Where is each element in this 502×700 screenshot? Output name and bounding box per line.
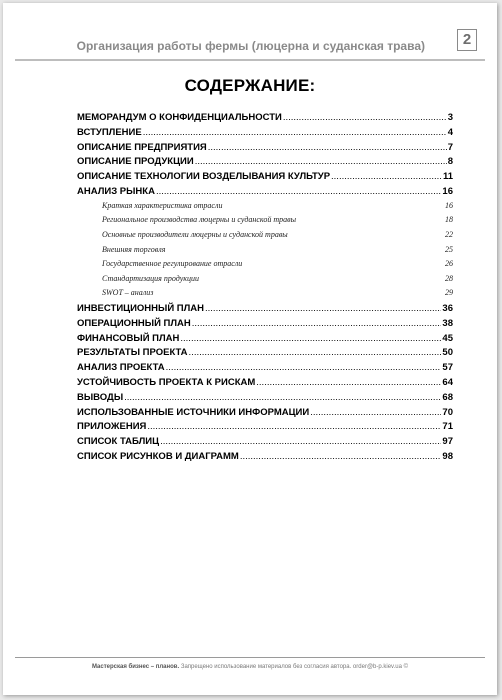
toc-subentry[interactable] bbox=[77, 215, 453, 230]
toc-subentry[interactable] bbox=[77, 274, 453, 289]
toc-entry[interactable] bbox=[77, 362, 453, 377]
toc-leader-dots bbox=[124, 392, 441, 403]
page-header bbox=[15, 29, 485, 61]
toc-subentry-page: 16 bbox=[445, 200, 453, 210]
toc-entry-label: ОПЕРАЦИОННЫЙ ПЛАН bbox=[77, 317, 191, 329]
toc-subentry-page: 29 bbox=[445, 288, 453, 298]
toc-leader-dots bbox=[143, 127, 447, 138]
toc-entry-label: ВЫВОДЫ bbox=[77, 391, 124, 403]
toc-entry[interactable] bbox=[77, 186, 453, 201]
toc-subentry[interactable] bbox=[77, 245, 453, 260]
toc-entry-page: 11 bbox=[442, 171, 453, 183]
page-number-box: 2 bbox=[457, 29, 477, 51]
toc-subentry-page: 26 bbox=[445, 259, 453, 269]
toc-leader-dots bbox=[160, 436, 441, 447]
toc-entry-label: ОПИСАНИЕ ПРЕДПРИЯТИЯ bbox=[77, 141, 207, 153]
toc-entry[interactable] bbox=[77, 333, 453, 348]
toc-subentry[interactable] bbox=[77, 288, 453, 303]
toc-entry-label: ИСПОЛЬЗОВАННЫЕ ИСТОЧНИКИ ИНФОРМАЦИИ bbox=[77, 406, 310, 418]
toc-entry-label: СПИСОК ТАБЛИЦ bbox=[77, 436, 160, 448]
footer-brand: Мастерская бизнес – планов. bbox=[91, 664, 180, 670]
toc-entry-label: УСТОЙЧИВОСТЬ ПРОЕКТА К РИСКАМ bbox=[77, 376, 256, 388]
toc-entry-label: АНАЛИЗ ПРОЕКТА bbox=[77, 362, 165, 374]
toc-leader-dots bbox=[192, 318, 442, 329]
toc-entry-page: 57 bbox=[442, 362, 453, 374]
toc-entry[interactable] bbox=[77, 347, 453, 362]
toc-entry[interactable] bbox=[77, 156, 453, 171]
toc-entry[interactable] bbox=[77, 392, 453, 407]
toc-leader-dots bbox=[240, 451, 442, 462]
toc-entry-page: 97 bbox=[442, 436, 453, 448]
toc-subentry[interactable] bbox=[77, 201, 453, 216]
toc-subentry-label: SWOT – анализ bbox=[102, 288, 154, 298]
toc-subentry-label: Региональное производства люцерны и суданской травы bbox=[102, 215, 297, 225]
toc-entry[interactable] bbox=[77, 407, 453, 422]
toc-subentry-label: Краткая характеристика отрасли bbox=[102, 200, 223, 210]
toc-entry[interactable] bbox=[77, 451, 453, 466]
toc-subentry-page: 25 bbox=[445, 244, 453, 254]
toc-leader-dots bbox=[189, 347, 442, 358]
toc-entry-label: ОПИСАНИЕ ПРОДУКЦИИ bbox=[77, 156, 194, 168]
toc-leader-dots bbox=[205, 303, 441, 314]
toc-entry-page: 36 bbox=[442, 302, 453, 314]
toc-entry-page: 38 bbox=[442, 317, 453, 329]
toc-subentry-page: 18 bbox=[445, 215, 453, 225]
toc-subentry-label: Государственное регулирование отрасли bbox=[102, 259, 243, 269]
toc-subentry-label: Внешняя торговля bbox=[102, 244, 166, 254]
toc-subentry-page: 28 bbox=[445, 273, 453, 283]
toc-entry-label: СПИСОК РИСУНКОВ И ДИАГРАММ bbox=[77, 450, 239, 462]
footer-divider bbox=[15, 657, 485, 658]
table-of-contents bbox=[77, 112, 453, 466]
page-footer bbox=[3, 664, 497, 670]
toc-entry-label: АНАЛИЗ РЫНКА bbox=[77, 185, 155, 197]
toc-leader-dots bbox=[195, 156, 447, 167]
toc-entry[interactable] bbox=[77, 421, 453, 436]
toc-entry-page: 8 bbox=[447, 156, 453, 168]
toc-entry[interactable] bbox=[77, 318, 453, 333]
toc-subentry-label: Стандартизация продукции bbox=[102, 273, 199, 283]
toc-entry-page: 7 bbox=[447, 141, 453, 153]
toc-leader-dots bbox=[156, 186, 441, 197]
toc-entry-page: 16 bbox=[442, 185, 453, 197]
toc-entry-label: ФИНАНСОВЫЙ ПЛАН bbox=[77, 332, 180, 344]
toc-subentry-page: 22 bbox=[445, 229, 453, 239]
toc-subentry[interactable] bbox=[77, 230, 453, 245]
toc-subentry[interactable] bbox=[77, 259, 453, 274]
header-title: Организация работы фермы (люцерна и суданская трава) bbox=[76, 39, 425, 53]
toc-entry[interactable] bbox=[77, 303, 453, 318]
toc-entry-page: 50 bbox=[442, 347, 453, 359]
toc-entry-label: ОПИСАНИЕ ТЕХНОЛОГИИ ВОЗДЕЛЫВАНИЯ КУЛЬТУР bbox=[77, 171, 331, 183]
toc-entry-page: 68 bbox=[442, 391, 453, 403]
toc-entry[interactable] bbox=[77, 142, 453, 157]
toc-entry-label: МЕМОРАНДУМ О КОНФИДЕНЦИАЛЬНОСТИ bbox=[77, 112, 282, 123]
toc-entry[interactable] bbox=[77, 112, 453, 127]
toc-entry[interactable] bbox=[77, 377, 453, 392]
toc-title: СОДЕРЖАНИЕ: bbox=[184, 76, 316, 95]
toc-entry[interactable] bbox=[77, 171, 453, 186]
toc-entry-page: 4 bbox=[447, 126, 453, 138]
toc-leader-dots bbox=[310, 407, 441, 418]
toc-leader-dots bbox=[147, 421, 441, 432]
footer-text: Запрещено использование материалов без согласия автора. order@b-p.kiev.ua © bbox=[179, 664, 409, 670]
toc-subentry-label: Основные производители люцерны и суданской травы bbox=[102, 229, 288, 239]
document-page bbox=[3, 3, 497, 695]
toc-entry-label: ИНВЕСТИЦИОННЫЙ ПЛАН bbox=[77, 302, 205, 314]
toc-leader-dots bbox=[256, 377, 441, 388]
toc-leader-dots bbox=[331, 171, 442, 182]
toc-entry-page: 70 bbox=[442, 406, 453, 418]
toc-entry-page: 64 bbox=[442, 376, 453, 388]
toc-leader-dots bbox=[180, 333, 441, 344]
toc-leader-dots bbox=[283, 112, 447, 123]
toc-entry-label: РЕЗУЛЬТАТЫ ПРОЕКТА bbox=[77, 347, 188, 359]
toc-entry-page: 3 bbox=[447, 112, 453, 123]
toc-leader-dots bbox=[166, 362, 442, 373]
toc-entry-page: 45 bbox=[442, 332, 453, 344]
toc-entry-label: ПРИЛОЖЕНИЯ bbox=[77, 421, 147, 433]
toc-entry[interactable] bbox=[77, 127, 453, 142]
toc-leader-dots bbox=[208, 142, 447, 153]
toc-entry-page: 71 bbox=[442, 421, 453, 433]
toc-entry-page: 98 bbox=[442, 450, 453, 462]
toc-entry[interactable] bbox=[77, 436, 453, 451]
toc-entry-label: ВСТУПЛЕНИЕ bbox=[77, 126, 142, 138]
